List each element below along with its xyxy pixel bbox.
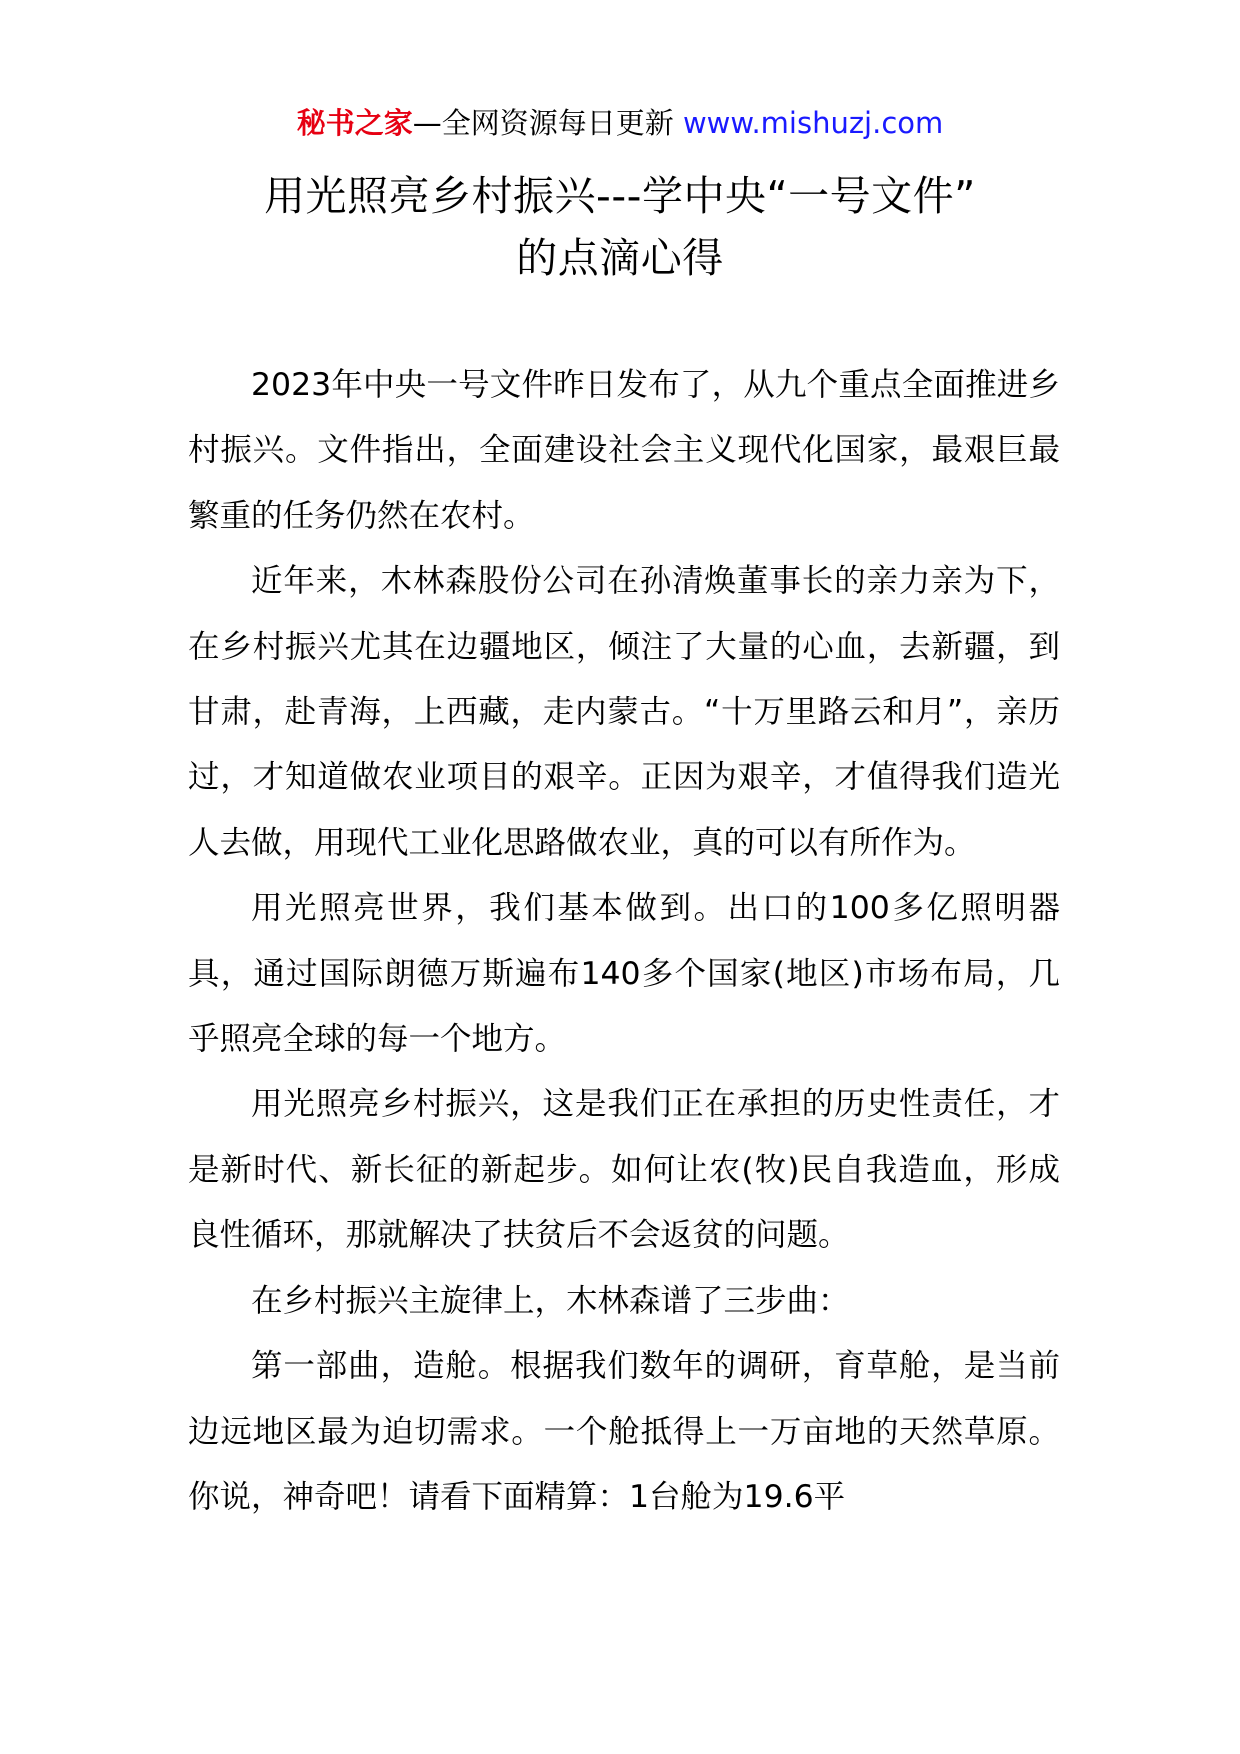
paragraph: 用光照亮世界，我们基本做到。出口的100多亿照明器具，通过国际朗德万斯遍布140多个国家(地区)市场布局，几乎照亮全球的每一个地方。 — [188, 890, 1060, 1058]
title-line-2: 的点滴心得 — [516, 234, 724, 282]
paragraph: 在乡村振兴主旋律上，木林森谱了三步曲： — [251, 1282, 850, 1319]
paragraph: 用光照亮乡村振兴，这是我们正在承担的历史性责任，才是新时代、新长征的新起步。如何让农(牧)民自我造血，形成良性循环，那就解决了扶贫后不会返贫的问题。 — [188, 1086, 1060, 1254]
document-body — [188, 353, 1060, 1530]
paragraph: 第一部曲，造舱。根据我们数年的调研，育草舱，是当前边远地区最为迫切需求。一个舱抵得上一万亩地的天然草原。你说，神奇吧！请看下面精算：1台舱为19.6平 — [188, 1348, 1060, 1515]
site-header — [0, 100, 1240, 146]
document-title — [150, 165, 1090, 289]
paragraph: 近年来，木林森股份公司在孙清焕董事长的亲力亲为下，在乡村振兴尤其在边疆地区，倾注了大量的心血，去新疆，到甘肃，赴青海，上西藏，走内蒙古。“十万里路云和月”，亲历过，才知道做农业项目的艰辛。正因为艰辛，才值得我们造光人去做，用现代工业化思路做农业，真的可以有所作为。 — [188, 563, 1060, 861]
paragraph: 2023年中央一号文件昨日发布了，从九个重点全面推进乡村振兴。文件指出，全面建设社会主义现代化国家，最艰巨最繁重的任务仍然在农村。 — [188, 367, 1060, 534]
title-line-1: 用光照亮乡村振兴---学中央“一号文件” — [264, 172, 976, 220]
site-url-link[interactable]: www.mishuzj.com — [682, 106, 944, 140]
site-brand: 秘书之家 — [296, 106, 413, 140]
site-tagline: —全网资源每日更新 — [412, 106, 674, 140]
